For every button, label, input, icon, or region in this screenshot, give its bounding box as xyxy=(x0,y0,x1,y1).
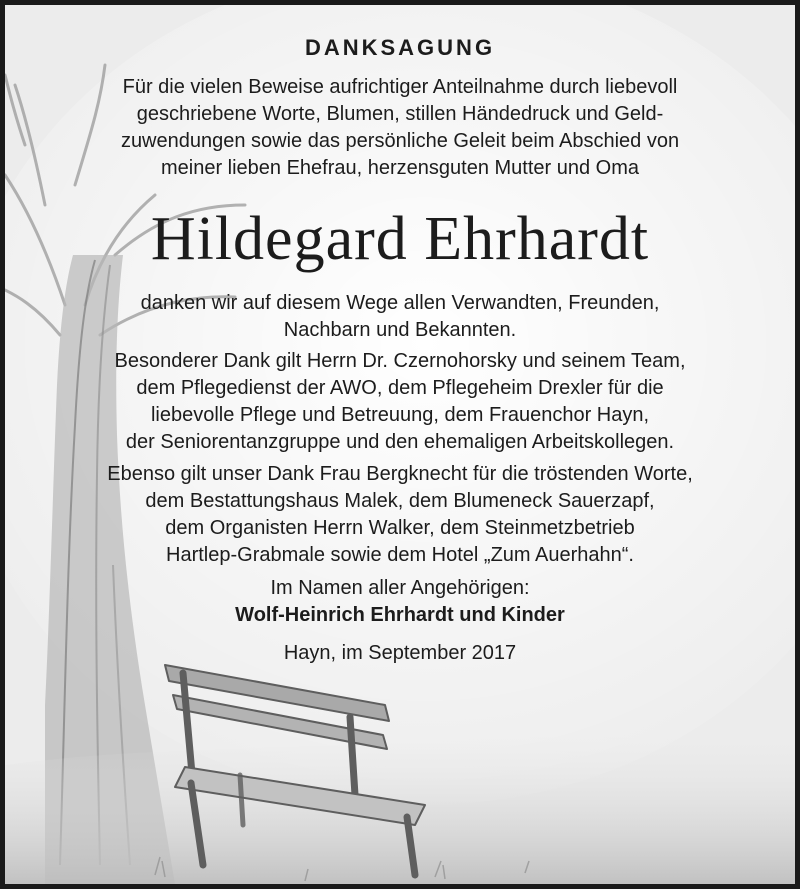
notice-text xyxy=(5,5,795,884)
intro-line: meiner lieben Ehefrau, herzensguten Mutter und Oma xyxy=(160,157,640,179)
place-date: Hayn, im September 2017 xyxy=(283,642,517,664)
intro-line: zuwendungen sowie das persönliche Geleit beim Abschied von xyxy=(120,130,680,152)
further-thanks-line: Hartlep-Grabmale sowie dem Hotel „Zum Auerhahn“. xyxy=(166,544,634,566)
special-thanks-line: Besonderer Dank gilt Herrn Dr. Czernohorsky und seinem Team, xyxy=(114,350,686,372)
special-thanks-line: der Seniorentanzgruppe und den ehemaligen Arbeitskollegen. xyxy=(125,431,675,453)
further-thanks-line: dem Organisten Herrn Walker, dem Steinmetzbetrieb xyxy=(165,517,635,539)
special-thanks-line: dem Pflegedienst der AWO, dem Pflegeheim Drexler für die xyxy=(136,377,664,399)
on-behalf-line: Im Namen aller Angehörigen: xyxy=(270,577,530,599)
further-thanks-line: dem Bestattungshaus Malek, dem Blumeneck Sauerzapf, xyxy=(145,490,655,512)
further-thanks-line: Ebenso gilt unser Dank Frau Bergknecht für die tröstenden Worte, xyxy=(107,463,693,485)
intro-line: geschriebene Worte, Blumen, stillen Händedruck und Geld- xyxy=(136,103,664,125)
thanks-line: danken wir auf diesem Wege allen Verwandten, Freunden, xyxy=(140,292,660,314)
signer-name: Wolf-Heinrich Ehrhardt und Kinder xyxy=(235,604,565,626)
deceased-name: Hildegard Ehrhardt xyxy=(150,205,650,273)
thanks-line: Nachbarn und Bekannten. xyxy=(283,319,517,341)
intro-line: Für die vielen Beweise aufrichtiger Anteilnahme durch liebevoll xyxy=(122,76,678,98)
special-thanks-line: liebevolle Pflege und Betreuung, dem Frauenchor Hayn, xyxy=(150,404,650,426)
notice-heading: DANKSAGUNG xyxy=(304,35,496,60)
